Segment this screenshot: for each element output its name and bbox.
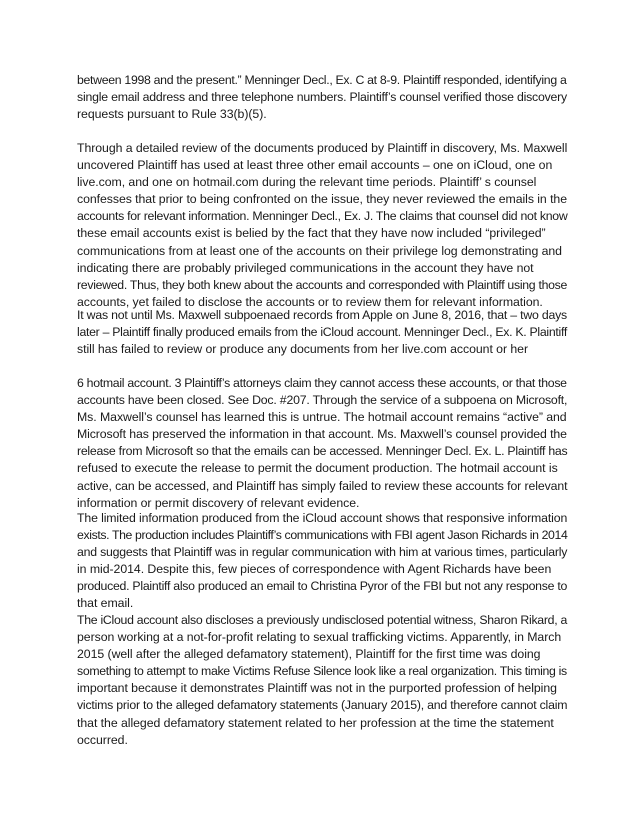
text-line: Through a detailed review of the documents produced by Plaintiff in discovery, Ms. Maxwell [77, 141, 568, 155]
text-line: accounts, yet failed to disclose the accounts or to review them for relevant information. [77, 294, 543, 309]
text-line: refused to execute the release to permit the document production. The hotmail account is [77, 461, 558, 476]
text-line: that the alleged defamatory statement related to her profession at the time the statement [77, 715, 554, 730]
text-line: requests pursuant to Rule 33(b)(5). [77, 107, 267, 122]
text-line: and suggests that Plaintiff was in regular communication with him at various times, particularly [77, 545, 568, 560]
text-line: It was not until Ms. Maxwell subpoenaed records from Apple on June 8, 2016, that – two days [77, 308, 568, 322]
text-line: accounts for relevant information. Menninger Decl., Ex. J. The claims that counsel did not know [77, 209, 568, 224]
paragraph-icloud-information [77, 510, 567, 613]
text-line: these email accounts exist is belied by the fact that they have now included “privileged” [77, 226, 546, 241]
paragraph-email-accounts [77, 140, 567, 311]
text-line: confesses that prior to being confronted on the issue, they never reviewed the emails in the [77, 192, 567, 207]
text-line: uncovered Plaintiff has used at least three other email accounts – one on iCloud, one on [77, 158, 553, 173]
text-line: 2015 (well after the alleged defamatory statement), Plaintiff for the first time was doing [77, 647, 541, 662]
text-line: that email. [77, 596, 134, 611]
text-line: single email address and three telephone numbers. Plaintiff’s counsel verified those discovery [77, 90, 567, 105]
text-line: important because it demonstrates Plaintiff was not in the purported profession of helping [77, 681, 557, 696]
text-line: The limited information produced from the iCloud account shows that responsive information [77, 511, 568, 525]
paragraph-apple-subpoena [77, 307, 567, 358]
text-line: exists. The production includes Plaintiff’s communications with FBI agent Jason Richards in 2014 [77, 528, 568, 543]
text-line: between 1998 and the present.” Menninger Decl., Ex. C at 8-9. Plaintiff responded, identifying a [77, 73, 567, 87]
text-line: information or permit discovery of relevant evidence. [77, 495, 360, 510]
paragraph-hotmail-account [77, 375, 567, 512]
text-line: produced. Plaintiff also produced an email to Christina Pyror of the FBI but not any response to [77, 579, 568, 594]
text-line: still has failed to review or produce any documents from her live.com account or her [77, 342, 528, 357]
text-line: active, can be accessed, and Plaintiff has simply failed to review these accounts for relevant [77, 478, 568, 493]
text-line: Ms. Maxwell’s counsel has learned this is untrue. The hotmail account remains “active” and [77, 410, 567, 425]
text-line: Microsoft has preserved the information in that account. Ms. Maxwell’s counsel provided the [77, 427, 567, 442]
paragraph-interrogatory-response [77, 72, 567, 123]
text-line: release from Microsoft so that the emails can be accessed. Menninger Decl. Ex. L. Plaintiff has [77, 444, 568, 459]
text-line: person working at a not-for-profit relating to sexual trafficking victims. Apparently, in March [77, 630, 562, 645]
text-line: The iCloud account also discloses a previously undisclosed potential witness, Sharon Rikard, a [77, 613, 568, 627]
text-line: reviewed. Thus, they both knew about the accounts and corresponded with Plaintiff using those [77, 277, 568, 292]
text-line: later – Plaintiff finally produced emails from the iCloud account. Menninger Decl., Ex. K. Plaintiff [77, 325, 568, 340]
text-line: occurred. [77, 732, 128, 747]
text-line: communications from at least one of the accounts on their privilege log demonstrating and [77, 243, 562, 258]
text-line: victims prior to the alleged defamatory statements (January 2015), and therefore cannot claim [77, 698, 568, 713]
text-line: 6 hotmail account. 3 Plaintiff’s attorneys claim they cannot access these accounts, or that those [77, 376, 567, 390]
text-line: in mid-2014. Despite this, few pieces of correspondence with Agent Richards have been [77, 562, 552, 577]
text-line: accounts have been closed. See Doc. #207. Through the service of a subpoena on Microsoft, [77, 393, 568, 408]
text-line: live.com, and one on hotmail.com during the relevant time periods. Plaintiff’ s counsel [77, 175, 537, 190]
paragraph-undisclosed-witness [77, 612, 567, 749]
text-line: indicating there are probably privileged communications in the account they have not [77, 260, 534, 275]
text-line: something to attempt to make Victims Refuse Silence look like a real organization. This timing is [77, 664, 567, 679]
